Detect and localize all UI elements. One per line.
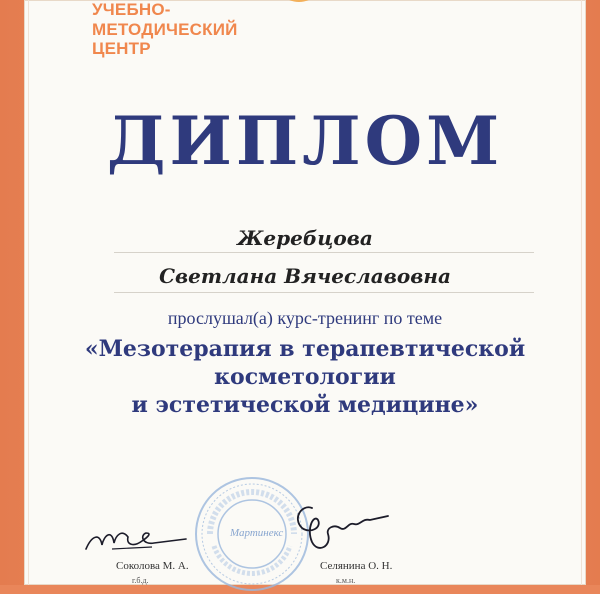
course-title-line-2: косметологии <box>214 364 396 390</box>
name-underline-1 <box>114 252 534 253</box>
signature-right-icon <box>282 498 392 560</box>
signatory-left-name: Соколова М. А. <box>116 560 189 572</box>
recipient-surname: Жеребцова <box>237 226 373 250</box>
intro-text: прослушал(а) курс-тренинг по теме <box>167 308 443 328</box>
signatory-right-name: Селянина О. Н. <box>320 560 393 572</box>
diploma-title: ДИПЛОМ <box>106 102 504 180</box>
signatory-right-role: к.м.н. <box>336 576 356 585</box>
recipient-given-names: Светлана Вячеславовна <box>159 264 451 288</box>
stamp-center-text: Мартинекс <box>230 527 284 539</box>
signature-left-icon <box>82 515 192 560</box>
org-line-1: УЧЕБНО- <box>92 0 171 19</box>
course-title-line-3: и эстетической медицине» <box>131 392 479 418</box>
org-line-2: МЕТОДИЧЕСКИЙ <box>92 20 238 39</box>
org-line-3: ЦЕНТР <box>92 39 151 58</box>
diploma-sheet <box>24 0 586 585</box>
name-underline-2 <box>114 292 534 293</box>
signatory-left-role: г.б.д. <box>132 576 149 585</box>
course-title-line-1: «Мезотерапия в терапевтической <box>84 336 526 362</box>
